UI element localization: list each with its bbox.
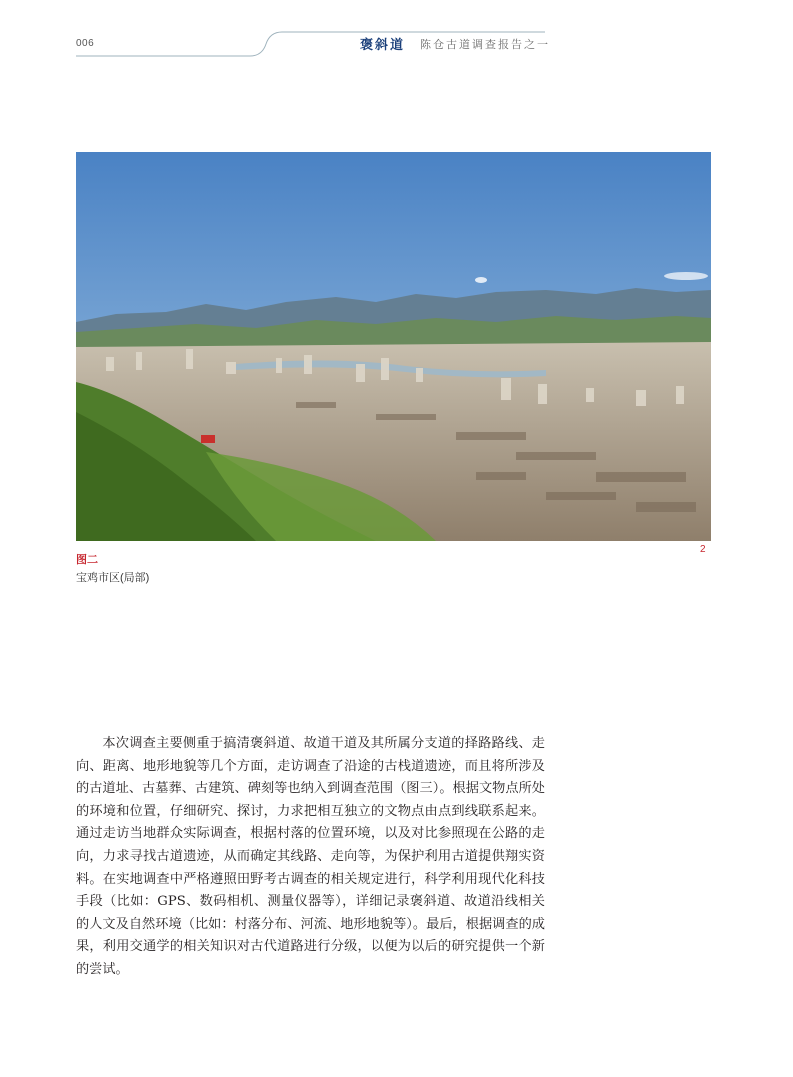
series-subtitle: 陈仓古道调查报告之一 [420, 38, 550, 51]
figure-label: 图二 [76, 554, 98, 566]
page-number: 006 [76, 38, 95, 49]
city-photo [76, 152, 711, 541]
city-photo-illustration [76, 152, 711, 541]
figure-number: 2 [700, 544, 706, 555]
figure-caption: 宝鸡市区(局部) [76, 572, 150, 584]
page-header [0, 0, 793, 70]
body-paragraph: 本次调查主要侧重于搞清褒斜道、故道干道及其所属分支道的择路路线、走向、距离、地形地貌等几个方面，走访调查了沿途的古栈道遗迹，而且将所涉及的古道址、古墓葬、古建筑、碑刻等也纳入到调查范围（图三）。根据文物点所处的环境和位置，仔细研究、探讨，力求把相互独立的文物点由点到线联系起来。通过走访当地群众实际调查，根据村落的位置环境，以及对比参照现在公路的走向，力求寻找古道遗迹，从而确定其线路、走向等，为保护利用古道提供翔实资料。在实地调查中严格遵照田野考古调查的相关规定进行，科学利用现代化科技手段（比如：GPS、数码相机、测量仪器等），详细记录褒斜道、故道沿线相关的人文及自然环境（比如：村落分布、河流、地形地貌等）。最后，根据调查的成果，利用交通学的相关知识对古代道路进行分级，以便为以后的研究提供一个新的尝试。 [76, 736, 545, 977]
series-title: 褒斜道 [360, 38, 406, 53]
